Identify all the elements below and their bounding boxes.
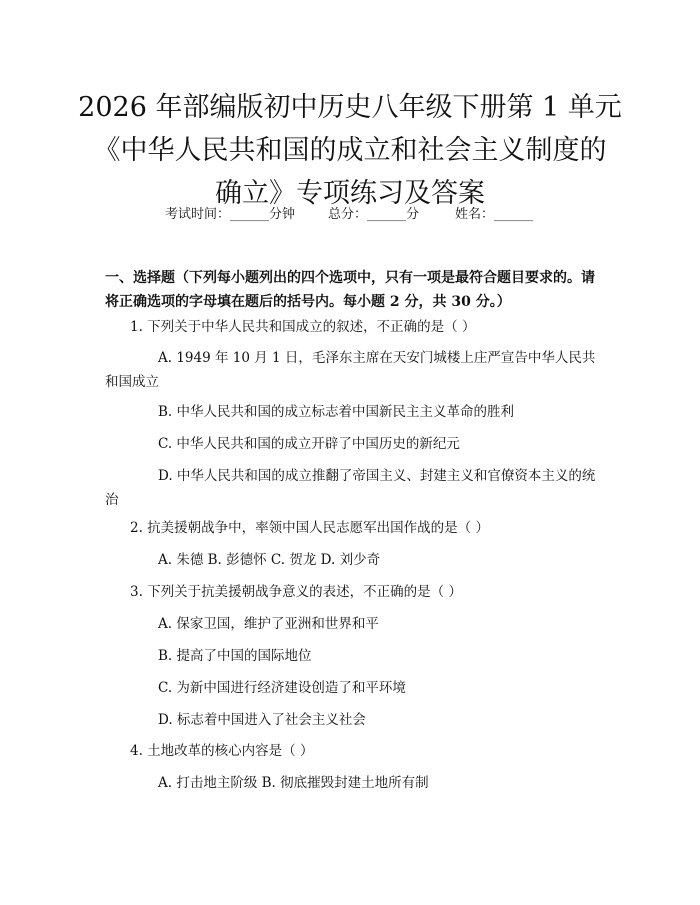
section-heading: 一、选择题（下列每小题列出的四个选项中，只有一项是最符合题目要求的。请将正确选项的字母填在题后的括号内。每小题 2 分，共 30 分。） [105,270,595,310]
total-score-field: 总分：______分 [328,207,420,222]
question-option: A. 1949 年 10 月 1 日，毛泽东主席在天安门城楼上庄严宣告中华人民共和国成立 [105,350,596,390]
title-line: 确立》专项练习及答案 [215,178,485,209]
question-option: A. 朱德 B. 彭德怀 C. 贺龙 D. 刘少奇 [158,552,381,568]
question-stem: 3. 下列关于抗美援朝战争意义的表述，不正确的是（ ） [130,584,462,600]
question-stem: 1. 下列关于中华人民共和国成立的叙述，不正确的是（ ） [130,319,476,335]
question-option: D. 标志着中国进入了社会主义社会 [158,712,366,728]
student-name-field: 姓名：______ [455,207,534,222]
question-option: A. 打击地主阶级 B. 彻底摧毁封建土地所有制 [158,775,429,791]
question-option: C. 为新中国进行经济建设创造了和平环境 [158,680,406,696]
question-stem: 2. 抗美援朝战争中，率领中国人民志愿军出国作战的是（ ） [130,520,489,536]
question-option: B. 中华人民共和国的成立标志着中国新民主主义革命的胜利 [158,404,515,420]
title-line: 2026 年部编版初中历史八年级下册第 1 单元 [78,92,622,123]
document-title [60,86,640,215]
question-stem: 4. 土地改革的核心内容是（ ） [130,743,314,759]
question-option: C. 中华人民共和国的成立开辟了中国历史的新纪元 [158,436,460,452]
question-option: D. 中华人民共和国的成立推翻了帝国主义、封建主义和官僚资本主义的统治 [105,468,596,508]
title-line: 《中华人民共和国的成立和社会主义制度的 [93,135,607,166]
question-option: A. 保家卫国，维护了亚洲和世界和平 [158,616,379,632]
question-option: B. 提高了中国的国际地位 [158,648,312,664]
exam-time-field: 考试时间：______分钟 [165,207,296,222]
